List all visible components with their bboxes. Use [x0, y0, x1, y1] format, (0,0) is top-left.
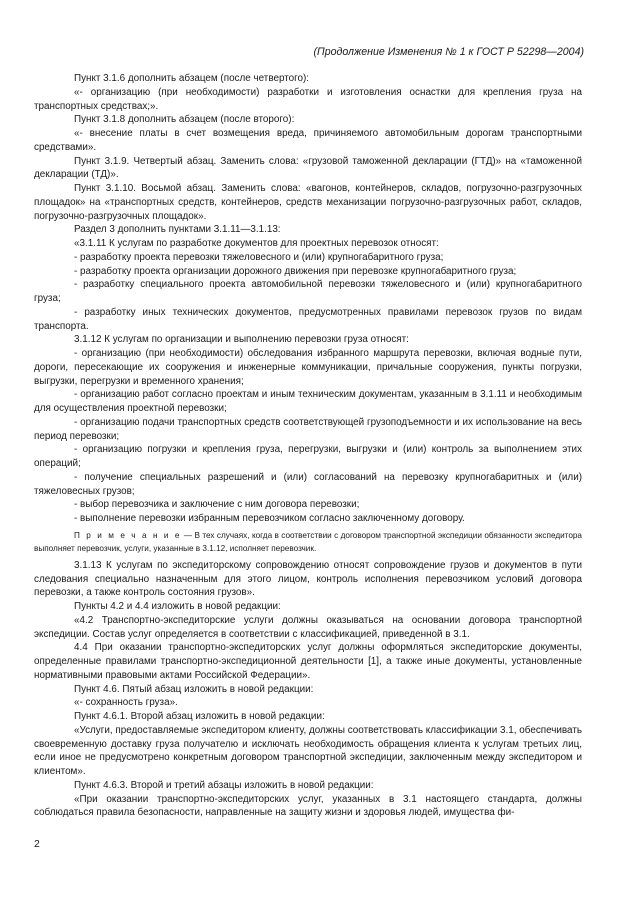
note-label: П р и м е ч а н и е	[74, 530, 182, 540]
paragraph: 3.1.12 К услугам по организации и выполнению перевозки груза относят:	[74, 334, 409, 346]
paragraph: Пункты 4.2 и 4.4 изложить в новой редакции:	[74, 601, 281, 612]
paragraph: Пункт 4.6. Пятый абзац изложить в новой редакции:	[74, 683, 314, 695]
paragraph: «- организацию (при необходимости) разработки и изготовления оснастки для крепления груза на транспортных средствах;».	[34, 86, 582, 112]
list-item: - разработку проекта организации дорожного движения при перевозке крупногабаритного груза;	[74, 265, 517, 277]
document-body	[34, 72, 582, 820]
paragraph: Пункт 4.6.1. Второй абзац изложить в новой редакции:	[74, 711, 325, 722]
paragraph: «4.2 Транспортно-экспедиторские услуги должны оказываться на основании договора транспортной экспедиции. Состав услуг определяется в соответствии с классификацией, приведенной в 3.1.	[34, 614, 582, 640]
list-item: - разработку специального проекта автомобильной перевозки тяжеловесного и (или) крупногабаритного груза;	[34, 279, 582, 304]
paragraph: «- сохранность груза».	[74, 697, 178, 709]
list-item: - выполнение перевозки избранным перевозчиком согласно заключенному договору.	[74, 513, 465, 524]
page-number: 2	[34, 838, 40, 850]
list-item: - организацию подачи транспортных средств соответствующей грузоподъемности и их использование на весь период перевозки;	[34, 416, 582, 442]
running-header: (Продолжение Изменения № 1 к ГОСТ Р 52298—2004)	[313, 46, 584, 58]
paragraph: Пункт 3.1.10. Восьмой абзац. Заменить слова: «вагонов, контейнеров, складов, погрузочно-разгрузочных площадок» на «транспортных средств, контейнеров, средств механизации погрузочно-разгрузочных работ, складов, погрузочно-разгрузочных площадок».	[34, 183, 582, 222]
paragraph: Пункт 4.6.3. Второй и третий абзацы изложить в новой редакции:	[74, 779, 374, 791]
list-item: - получение специальных разрешений и (или) согласований на перевозку крупногабаритных и (или) тяжеловесных грузов;	[34, 471, 582, 497]
list-item: - организацию работ согласно проектам и иным техническим документам, указанным в 3.1.11 и необходимым для осуществления проектной перевозки;	[34, 389, 582, 414]
paragraph: Пункт 3.1.6 дополнить абзацем (после четвертого):	[74, 73, 310, 84]
paragraph: «Услуги, предоставляемые экспедитором клиенту, должны соответствовать классификации 3.1, обеспечивать своевременную доставку груза получателю и исключать необходимость обращения клиента к услугам третьих лиц, если иное не предусмотрено конкретным договором транспортной экспедиции, заключенным между экспедитором и клиентом».	[34, 724, 582, 777]
paragraph: 4.4 При оказании транспортно-экспедиторских услуг должны оформляться экспедиторские документы, определенные правилами транспортно-экспедиционной деятельности [1], а также иные документы, установленные нормативными правовыми актами Российской Федерации».	[34, 642, 582, 681]
paragraph: 3.1.13 К услугам по экспедиторскому сопровождению относят сопровождение грузов и документов в пути следования специально назначенным для этого лицом, контроль исполнения перевозчиком условий договора перевозки, а также контроль состояния грузов».	[34, 559, 582, 599]
paragraph: Раздел 3 дополнить пунктами 3.1.11—3.1.13:	[74, 224, 281, 236]
paragraph: Пункт 3.1.8 дополнить абзацем (после второго):	[74, 114, 295, 126]
paragraph: «При оказании транспортно-экспедиторских услуг, указанных в 3.1 настоящего стандарта, должны соблюдаться правила безопасности, направленные на защиту жизни и здоровья людей, имущества фи-	[34, 793, 582, 819]
paragraph: «3.1.11 К услугам по разработке документов для проектных перевозок относят:	[74, 238, 439, 249]
list-item: - разработку иных технических документов, предусмотренных правилами перевозок грузов по видам транспорта.	[34, 306, 582, 332]
note	[34, 529, 582, 555]
note-text: — В тех случаях, когда в соответствии с договором транспортной экспедиции обязанности экспедитора выполняет перевозчик, услуги, указанные в 3.1.12, исполняет перевозчик.	[34, 530, 582, 553]
list-item: - организацию погрузки и крепления груза, перегрузки, выгрузки и (или) контроль за выполнением этих операций;	[34, 444, 582, 469]
paragraph: «- внесение платы в счет возмещения вреда, причиняемого автомобильным дорогам транспортными средствами».	[34, 128, 582, 153]
list-item: - разработку проекта перевозки тяжеловесного и (или) крупногабаритного груза;	[74, 251, 444, 263]
list-item: - организацию (при необходимости) обследования избранного маршрута перевозки, включая водные пути, дороги, пересекающие их сооружения и инженерные коммуникации, причальные сооружения, пункты погрузки, выгрузки, перегрузки и временного хранения;	[34, 348, 582, 387]
paragraph: Пункт 3.1.9. Четвертый абзац. Заменить слова: «грузовой таможенной декларации (ГТД)» на «таможенной декларации (ТД)».	[34, 155, 582, 181]
list-item: - выбор перевозчика и заключение с ним договора перевозки;	[74, 499, 360, 511]
